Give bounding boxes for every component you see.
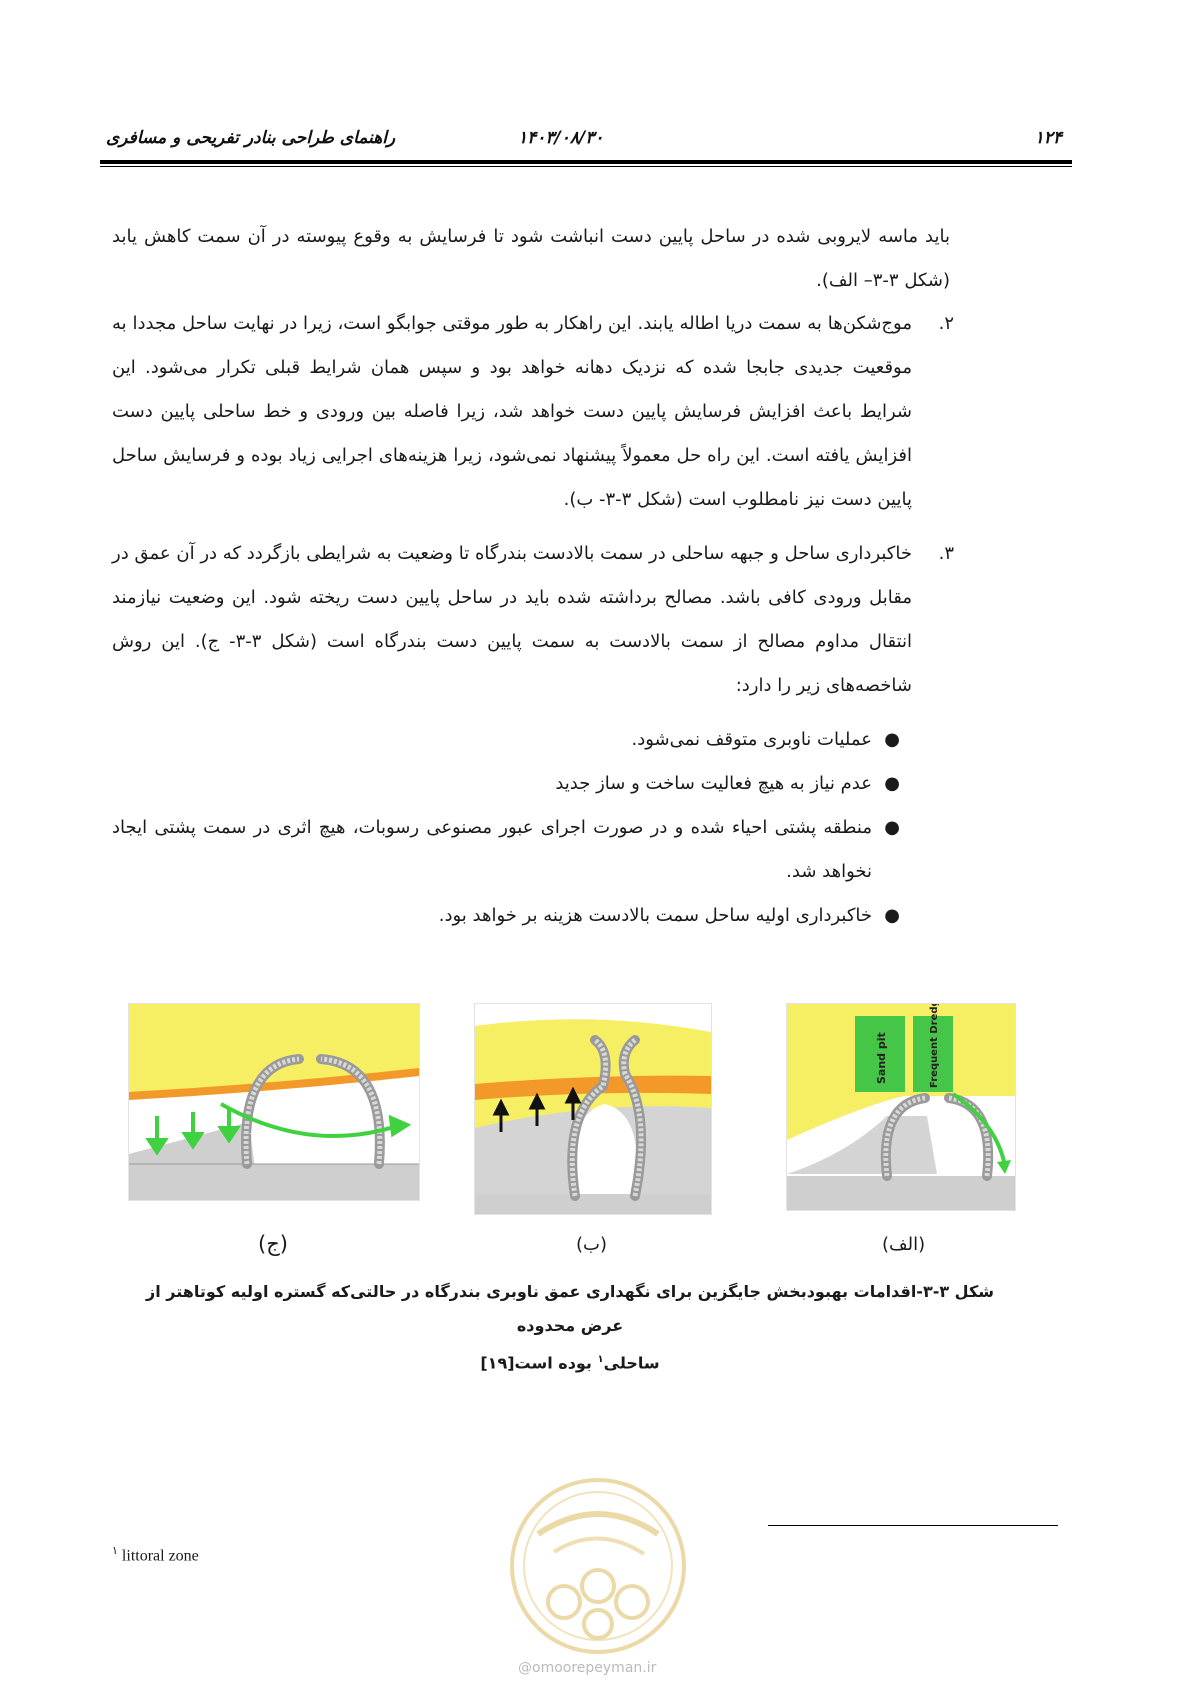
footnote-text: littoral zone <box>117 1547 199 1565</box>
figure-label-c: (ج) <box>258 1232 288 1256</box>
watermark-seal-logo <box>498 1474 698 1668</box>
bullet-dot: ● <box>884 773 900 794</box>
figure-label-a: (الف) <box>882 1234 926 1255</box>
bullet-item: ● عملیات ناوبری متوقف نمی‌شود. <box>112 718 872 762</box>
bullet-dot: ● <box>884 905 900 926</box>
figure-caption <box>140 1275 1000 1380</box>
figure-b <box>474 1003 712 1215</box>
figure-a <box>786 1003 1016 1211</box>
header-rule-thick <box>100 160 1072 164</box>
header-title: راهنمای طراحی بنادر تفریحی و مسافری <box>106 128 396 148</box>
bullet-item: ● خاکبرداری اولیه ساحل سمت بالادست هزینه بر خواهد بود. <box>112 894 872 938</box>
page-number: ۱۲۴ <box>1034 128 1062 148</box>
footnote-rule <box>768 1525 1058 1526</box>
figure-label-b: (ب) <box>576 1234 607 1255</box>
bullet-item: ● عدم نیاز به هیچ فعالیت ساخت و ساز جدید <box>112 762 872 806</box>
footnote <box>112 1544 199 1565</box>
item-number: ۲. <box>938 313 954 334</box>
sand-pit-label: Sand pit <box>875 1032 888 1084</box>
figure-c <box>128 1003 420 1201</box>
caption-line-1: شکل ۳-۳-اقدامات بهبودبخش جایگزین برای نگهداری عمق ناوبری بندرگاه در حالتی‌که گستره اولیه کوتاهتر از عرض محدوده <box>145 1282 994 1335</box>
footnote-ref: ۱ <box>597 1354 604 1365</box>
footnote-mark: ۱ <box>112 1545 118 1557</box>
watermark-site: @omoorepeyman.ir <box>518 1660 657 1676</box>
watermark-seal-icon <box>498 1474 698 1664</box>
item-text: خاکبرداری ساحل و جبهه ساحلی در سمت بالادست بندرگاه تا وضعیت به شرایطی بازگردد که در آن عمق در مقابل ورودی کافی باشد. مصالح برداشته شده باید در ساحل پایین دست ریخته شود. این وضعیت نیازمند انتقال مداوم مصالح از سمت بالادست به سمت پایین دست بندرگاه است (شکل ۳-۳- ج). این روش شاخصه‌های زیر را دارد: <box>112 543 913 696</box>
list-item-2 <box>112 302 954 522</box>
item-number: ۳. <box>938 543 954 564</box>
caption-line-2: ساحلی$^۱$ بوده است[۱۹] <box>480 1353 660 1373</box>
bullet-item: ● منطقه پشتی احیاء شده و در صورت اجرای عبور مصنوعی رسوبات، هیچ اثری در سمت پشتی ایجاد نخواهد شد. <box>112 806 872 894</box>
header-rule-thin <box>100 166 1072 167</box>
dredging-label: Frequent Dredging <box>929 1004 940 1088</box>
list-item-3 <box>112 532 954 708</box>
figure-c-illustration <box>129 1004 419 1200</box>
page-header <box>100 128 1072 158</box>
header-date: ۱۴۰۳/۰۸/۳۰ <box>518 128 604 148</box>
paragraph-continued: باید ماسه لایروبی شده در ساحل پایین دست انباشت شود تا فرسایش به وقوع پیوسته در آن سمت کاهش یابد (شکل ۳-۳– الف). <box>112 226 950 291</box>
figure-b-illustration <box>475 1004 711 1214</box>
bullet-dot: ● <box>884 729 900 750</box>
bullet-dot: ● <box>884 817 900 838</box>
item-text: موج‌شکن‌ها به سمت دریا اطاله یابند. این راهکار به طور موقتی جوابگو است، زیرا در نهایت ساحل مجددا به موقعیت جدیدی جابجا شده که نزدیک دهانه خواهد بود و سپس همان شرایط قبلی تکرار می‌شود. این شرایط باعث افزایش فرسایش پایین دست خواهد شد، زیرا فاصله بین ورودی و خط ساحلی پایین دست افزایش یافته است. این راه حل معمولاً پیشنهاد نمی‌شود، زیرا هزینه‌های اجرایی زیاد بوده و فرسایش ساحل پایین دست نیز نامطلوب است (شکل ۳-۳- ب). <box>112 313 912 510</box>
figure-a-illustration <box>787 1004 1015 1210</box>
